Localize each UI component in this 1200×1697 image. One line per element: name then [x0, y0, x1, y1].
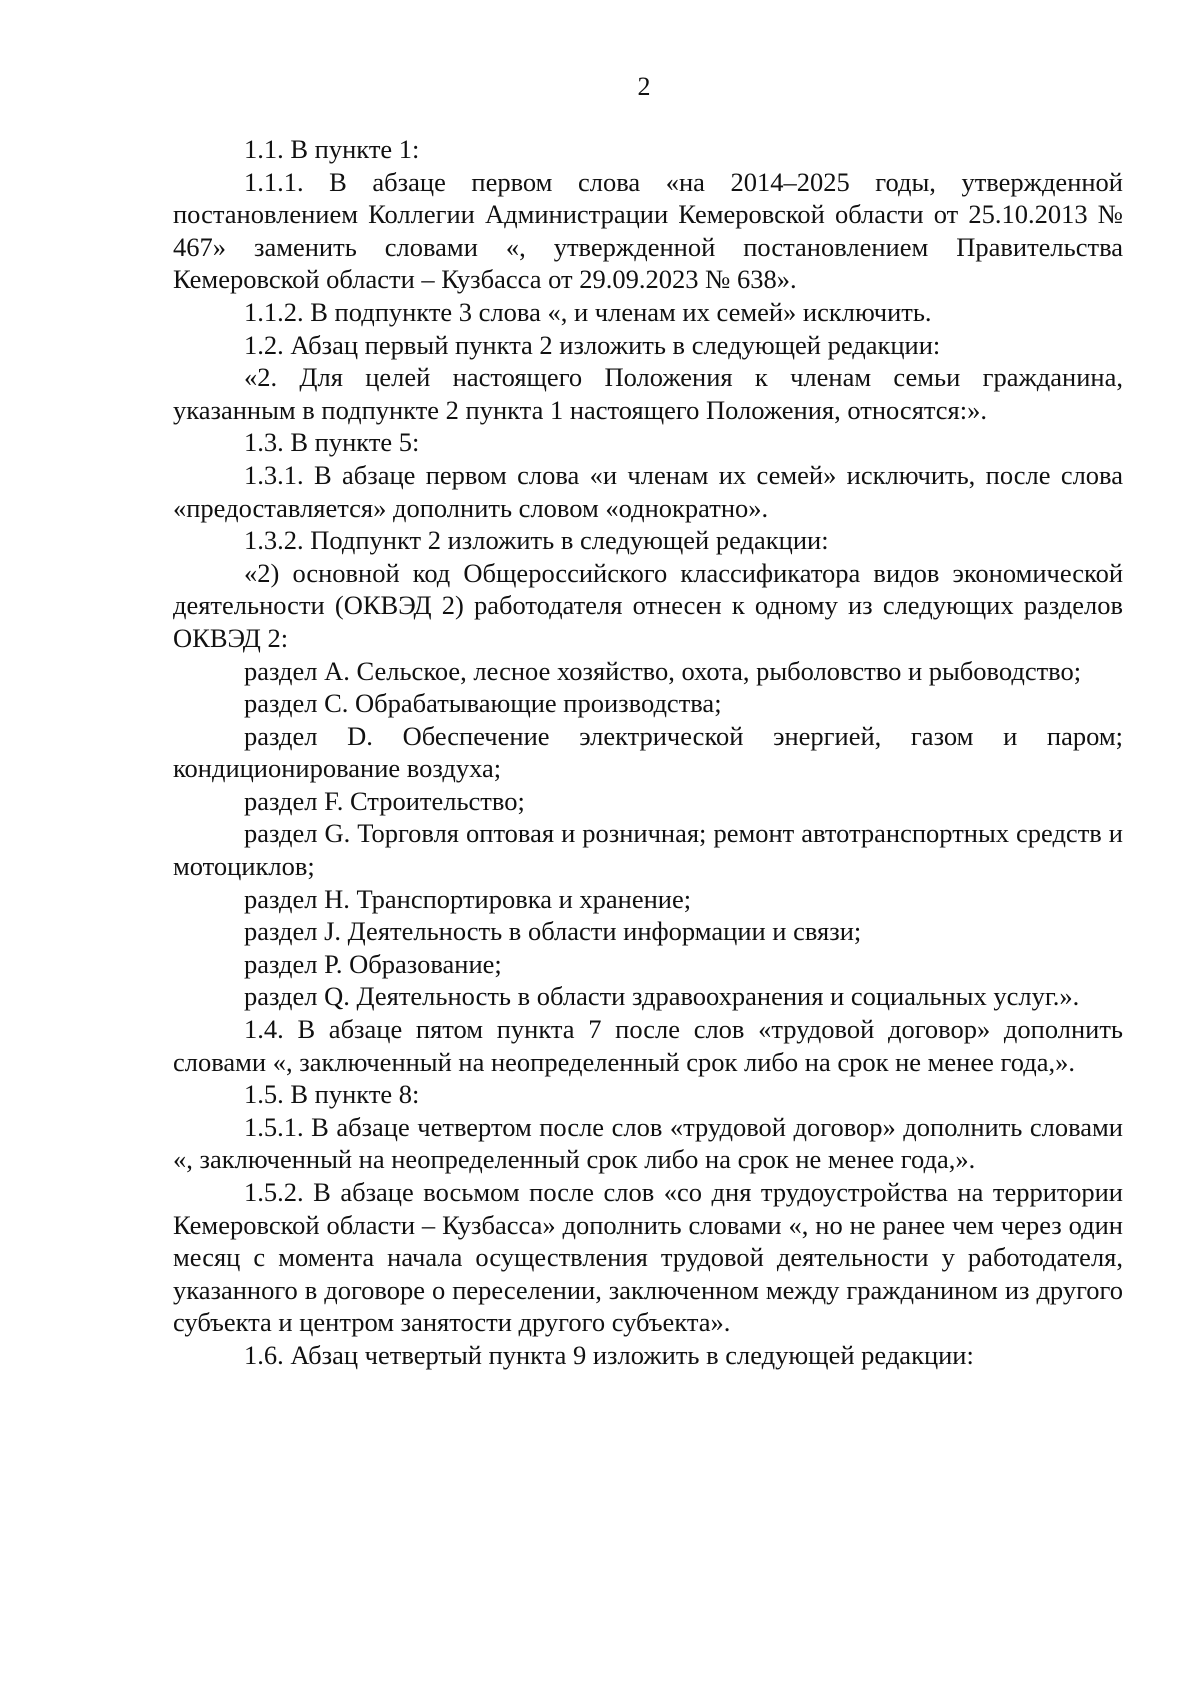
paragraph-1-3-2: 1.3.2. Подпункт 2 изложить в следующей редакции: — [244, 525, 829, 556]
paragraph-1-5-1: 1.5.1. В абзаце четвертом после слов «трудовой договор» дополнить словами «, заключенный на неопределенный срок либо на срок не менее года,». — [173, 1111, 1123, 1175]
paragraph-1-1-1: 1.1.1. В абзаце первом слова «на 2014–2025 годы, утвержденной постановлением Коллегии Администрации Кемеровской области от 25.10.2013 № 467» заменить словами «, утвержденной постановлением Правительства Кемеровской области – Кузбасса от 29.09.2023 № 638». — [173, 166, 1123, 295]
paragraph-1-3-1: 1.3.1. В абзаце первом слова «и членам их семей» исключить, после слова «предоставляется» дополнить словом «однократно». — [173, 459, 1123, 523]
okved-section-h: раздел H. Транспортировка и хранение; — [244, 883, 692, 914]
page-number: 2 — [637, 72, 651, 101]
okved-section-p: раздел P. Образование; — [244, 948, 502, 979]
paragraph-1-2: 1.2. Абзац первый пункта 2 изложить в следующей редакции: — [244, 329, 941, 360]
okved-section-j: раздел J. Деятельность в области информации и связи; — [244, 916, 862, 947]
paragraph-1-4: 1.4. В абзаце пятом пункта 7 после слов «трудовой договор» дополнить словами «, заключенный на неопределенный срок либо на срок не менее года,». — [173, 1014, 1123, 1077]
paragraph-1-3: 1.3. В пункте 5: — [244, 427, 420, 458]
document-body — [173, 133, 1123, 1372]
okved-section-c: раздел C. Обрабатывающие производства; — [244, 688, 722, 719]
paragraph-1-1: 1.1. В пункте 1: — [244, 134, 420, 164]
paragraph-1-5: 1.5. В пункте 8: — [244, 1079, 420, 1110]
okved-section-q: раздел Q. Деятельность в области здравоохранения и социальных услуг.». — [244, 981, 1080, 1012]
okved-section-d: раздел D. Обеспечение электрической энергией, газом и паром; кондиционирование воздуха; — [173, 720, 1123, 784]
paragraph-1-6: 1.6. Абзац четвертый пункта 9 изложить в следующей редакции: — [244, 1339, 974, 1370]
paragraph-1-2-quote: «2. Для целей настоящего Положения к членам семьи гражданина, указанным в подпункте 2 пункта 1 настоящего Положения, относятся:». — [173, 362, 1123, 425]
paragraph-1-5-2: 1.5.2. В абзаце восьмом после слов «со дня трудоустройства на территории Кемеровской области – Кузбасса» дополнить словами «, но не ранее чем через один месяц с момента начала осуществления трудовой деятельности у работодателя, указанного в договоре о переселении, заключенном между гражданином из другого субъекта и центром занятости другого субъекта». — [173, 1177, 1123, 1338]
okved-section-f: раздел F. Строительство; — [244, 785, 525, 816]
okved-section-g: раздел G. Торговля оптовая и розничная; ремонт автотранспортных средств и мотоциклов; — [173, 818, 1123, 882]
paragraph-1-3-2-quote: «2) основной код Общероссийского классификатора видов экономической деятельности (ОКВЭД 2) работодателя отнесен к одному из следующих разделов ОКВЭД 2: — [173, 557, 1123, 653]
okved-section-a: раздел A. Сельское, лесное хозяйство, охота, рыболовство и рыбоводство; — [244, 655, 1082, 686]
paragraph-1-1-2: 1.1.2. В подпункте 3 слова «, и членам их семей» исключить. — [244, 296, 932, 327]
